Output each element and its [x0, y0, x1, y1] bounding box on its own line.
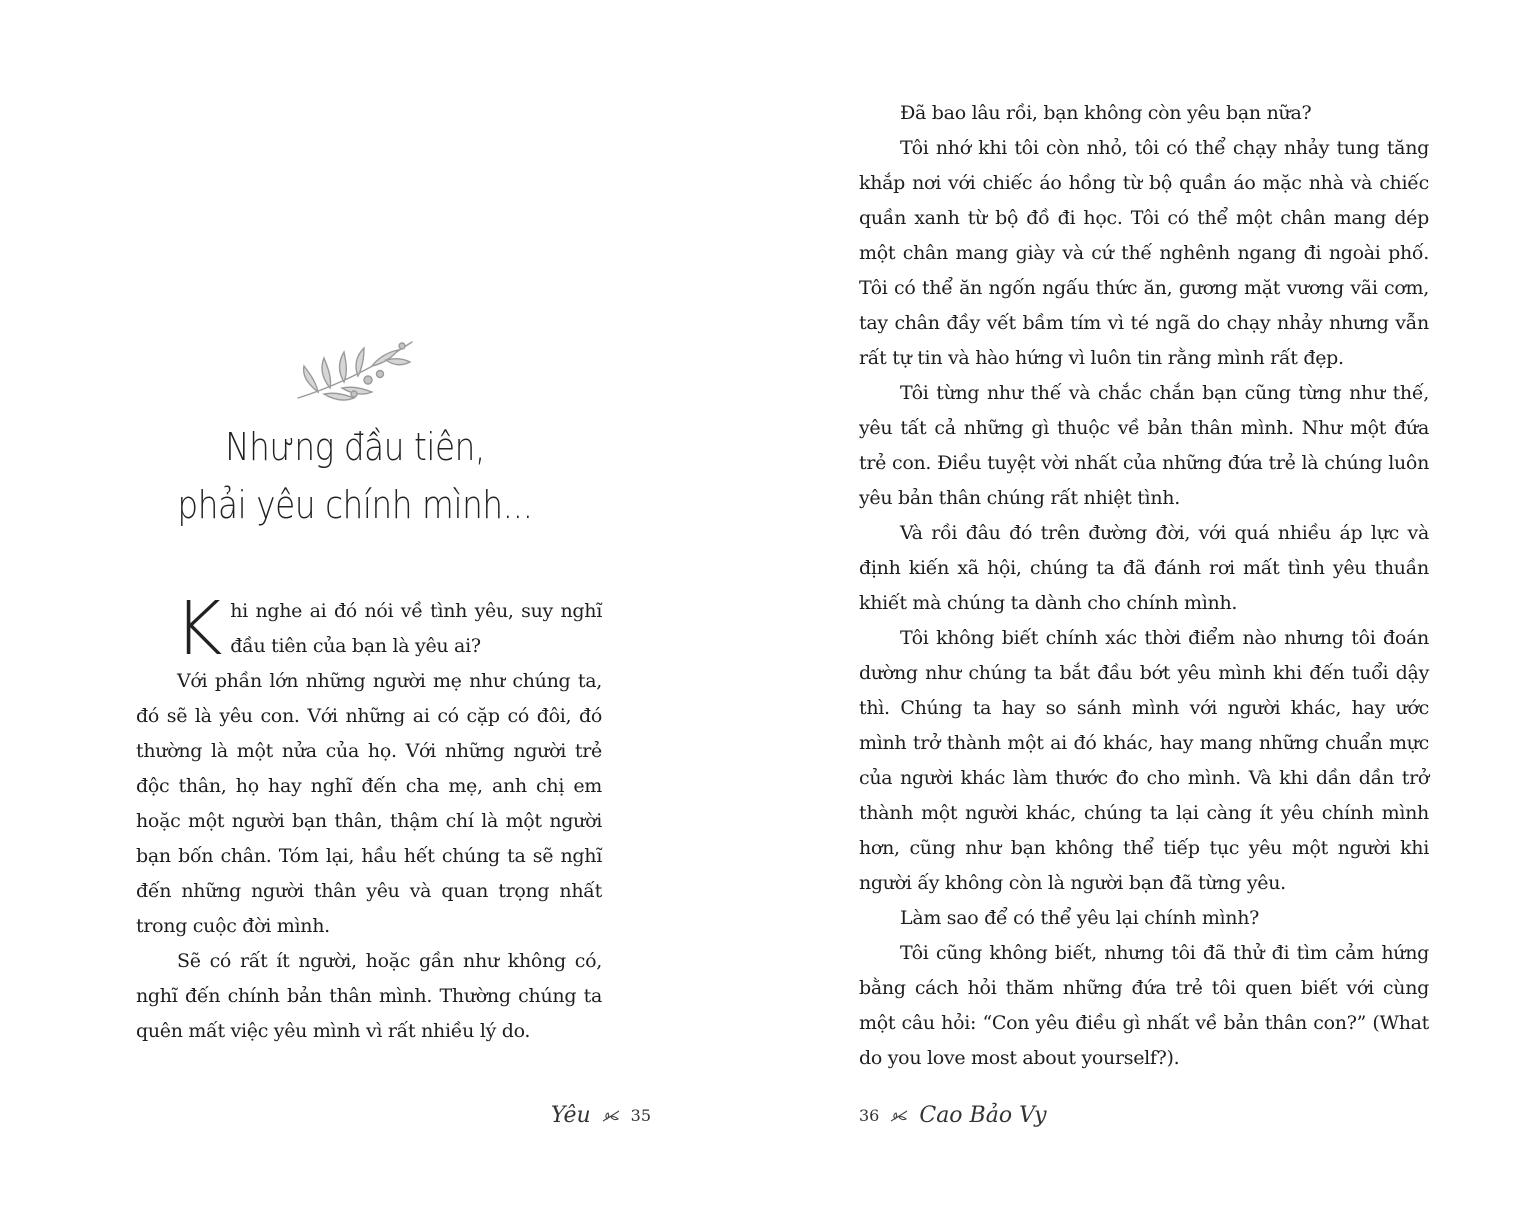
paragraph	[136, 586, 602, 672]
paragraph: Và rồi đâu đó trên đường đời, với quá nhiều áp lực và định kiến xã hội, chúng ta đã đánh rơi mất tình yêu thuần khiết mà chúng ta dành cho chính mình.	[859, 522, 1429, 614]
chapter-title-line: Nhưng đầu tiên,	[225, 425, 485, 469]
chapter-title-line: phải yêu chính mình...	[177, 483, 533, 527]
page-number: 36	[859, 1106, 880, 1125]
left-body-text	[136, 586, 602, 1049]
right-page-footer	[859, 1103, 1047, 1128]
right-body-text	[859, 96, 1429, 1076]
paragraph: Với phần lớn những người mẹ như chúng ta, đó sẽ là yêu con. Với những ai có cặp có đôi, đó thường là một nửa của họ. Với những người trẻ độc thân, họ hay nghĩ đến cha mẹ, anh chị em hoặc một người bạn thân, thậm chí là một người bạn bốn chân. Tóm lại, hầu hết chúng ta sẽ nghĩ đến những người thân yêu và quan trọng nhất trong cuộc đời mình.	[136, 670, 602, 937]
paragraph: Tôi từng như thế và chắc chắn bạn cũng từng như thế, yêu tất cả những gì thuộc về bản thân mình. Như một đứa trẻ con. Điều tuyệt vời nhất của những đứa trẻ là chúng luôn yêu bản thân chúng rất nhiệt tình.	[859, 382, 1429, 509]
leaf-sprig-icon	[889, 1109, 909, 1123]
paragraph: Làm sao để có thể yêu lại chính mình?	[900, 907, 1260, 929]
olive-branch-icon	[290, 336, 420, 408]
leaf-sprig-icon	[601, 1109, 621, 1123]
running-head: Cao Bảo Vy	[919, 1103, 1047, 1128]
page-number: 35	[630, 1106, 651, 1125]
running-head: Yêu	[550, 1103, 591, 1128]
right-page	[767, 0, 1534, 1228]
left-page-footer	[551, 1103, 651, 1128]
drop-cap: K	[174, 586, 223, 672]
chapter-title	[136, 418, 575, 534]
paragraph: Tôi không biết chính xác thời điểm nào nhưng tôi đoán dường như chúng ta bắt đầu bớt yêu mình khi đến tuổi dậy thì. Chúng ta hay so sánh mình với người khác, hay ước mình trở thành một ai đó khác, hay mang những chuẩn mực của người khác làm thước đo cho mình. Và khi dần dần trở thành một người khác, chúng ta lại càng ít yêu chính mình hơn, cũng như bạn không thể tiếp tục yêu một người khi người ấy không còn là người bạn đã từng yêu.	[859, 627, 1429, 894]
paragraph: Tôi nhớ khi tôi còn nhỏ, tôi có thể chạy nhảy tung tăng khắp nơi với chiếc áo hồng từ bộ quần áo mặc nhà và chiếc quần xanh từ bộ đồ đi học. Tôi có thể một chân mang dép một chân mang giày và cứ thế nghênh ngang đi ngoài phố. Tôi có thể ăn ngốn ngấu thức ăn, gương mặt vương vãi cơm, tay chân đầy vết bầm tím vì té ngã do chạy nhảy nhưng vẫn rất tự tin và hào hứng vì luôn tin rằng mình rất đẹp.	[859, 137, 1429, 369]
paragraph: Tôi cũng không biết, nhưng tôi đã thử đi tìm cảm hứng bằng cách hỏi thăm những đứa trẻ tôi quen biết với cùng một câu hỏi: “Con yêu điều gì nhất về bản thân con?” (What do you love most about yourself?).	[859, 942, 1429, 1069]
paragraph: Sẽ có rất ít người, hoặc gần như không có, nghĩ đến chính bản thân mình. Thường chúng ta quên mất việc yêu mình vì rất nhiều lý do.	[136, 950, 602, 1042]
paragraph: Đã bao lâu rồi, bạn không còn yêu bạn nữa?	[900, 102, 1312, 124]
paragraph-text: hi nghe ai đó nói về tình yêu, suy nghĩ đầu tiên của bạn là yêu ai?	[230, 600, 602, 657]
